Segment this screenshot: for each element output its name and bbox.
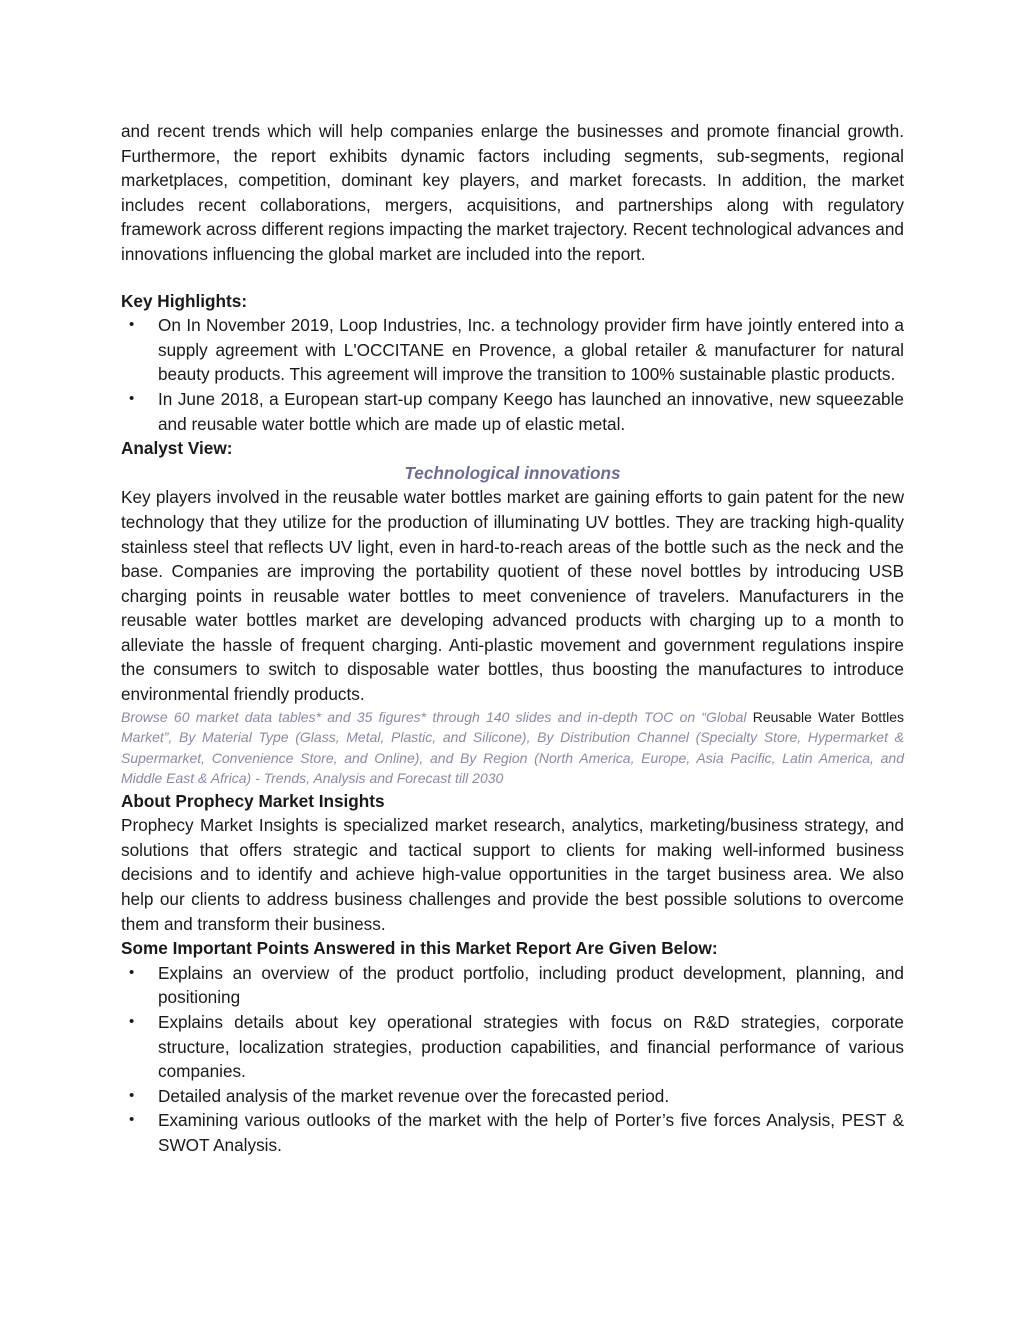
list-item-text: Examining various outlooks of the market with the help of Porter’s five forces Analysis, PEST & SWOT Analysis. xyxy=(158,1110,904,1155)
bullet-icon: • xyxy=(129,1111,135,1129)
bullet-icon: • xyxy=(129,963,135,981)
list-item-text: Explains details about key operational strategies with focus on R&D strategies, corporate structure, localization strategies, production capabilities, and financial performance of various companies. xyxy=(158,1012,904,1082)
about-paragraph: Prophecy Market Insights is specialized market research, analytics, marketing/business strategy, and solutions that offers strategic and tactical support to clients for making well-informed business decisions and to identify and achieve high-value opportunities in the target business area. We also help our clients to address business challenges and provide the best possible solutions to overcome them and transform their business. xyxy=(121,815,904,934)
about-heading: About Prophecy Market Insights xyxy=(121,790,385,811)
list-item xyxy=(121,387,904,436)
key-highlights-heading: Key Highlights: xyxy=(121,290,248,311)
analyst-view-paragraph: Key players involved in the reusable water bottles market are gaining efforts to gain patent for the new technology that they utilize for the production of illuminating UV bottles. They are tracking high-quality stainless steel that reflects UV light, even in hard-to-reach areas of the bottle such as the neck and the base. Companies are improving the portability quotient of these novel bottles by introducing USB charging points in reusable water bottles to meet convenience of travelers. Manufacturers in the reusable water bottles market are developing advanced products with charging up to a month to alleviate the hassle of frequent charging. Anti-plastic movement and government regulations inspire the consumers to switch to disposable water bottles, thus boosting the manufactures to introduce environmental friendly products. xyxy=(121,487,904,705)
list-item-text: On In November 2019, Loop Industries, Inc. a technology provider firm have jointly entered into a supply agreement with L'OCCITANE en Provence, a global retailer & manufacturer for natural beauty products. This agreement will improve the transition to 100% sustainable plastic products. xyxy=(158,315,904,385)
analyst-view-heading: Analyst View: xyxy=(121,438,233,459)
list-item-text: Detailed analysis of the market revenue over the forecasted period. xyxy=(158,1085,670,1106)
bullet-icon: • xyxy=(129,1013,135,1030)
analyst-view-subheading: Technological innovations xyxy=(404,462,621,483)
browse-note-part1: Browse 60 market data tables* and 35 figures* through 140 slides and in-depth TOC on “Global xyxy=(121,708,753,725)
bullet-icon: • xyxy=(129,1086,135,1104)
important-points-heading: Some Important Points Answered in this Market Report Are Given Below: xyxy=(121,938,718,959)
list-item-text: In June 2018, a European start-up company Keego has launched an innovative, new squeezable and reusable water bottle which are made up of elastic metal. xyxy=(158,388,904,434)
important-points-list xyxy=(121,961,904,1158)
document-page xyxy=(121,119,904,1158)
list-item-text: Explains an overview of the product portfolio, including product development, planning, and positioning xyxy=(158,962,904,1008)
bullet-icon: • xyxy=(129,316,135,334)
list-item xyxy=(121,1010,904,1084)
browse-note-part3: Market”, By Material Type (Glass, Metal, Plastic, and Silicone), By Distribution Channel (Specialty Store, Hypermarket & Supermarket, Convenience Store, and Online), and By Region (North America, Europe, Asia Pacific, Latin America, and Middle East & Africa) - Trends, Analysis and Forecast till 2030 xyxy=(121,729,904,787)
list-item xyxy=(121,961,904,1010)
bullet-icon: • xyxy=(129,389,135,407)
browse-note xyxy=(121,707,904,789)
list-item xyxy=(121,1108,904,1157)
list-item xyxy=(121,313,904,387)
list-item xyxy=(121,1084,904,1109)
browse-note-report-name: Reusable Water Bottles xyxy=(752,708,904,725)
key-highlights-list xyxy=(121,313,904,436)
intro-paragraph: and recent trends which will help companies enlarge the businesses and promote financial growth. Furthermore, the report exhibits dynamic factors including segments, sub-segments, regional marketplaces, competition, dominant key players, and market forecasts. In addition, the market includes recent collaborations, mergers, acquisitions, and partnerships along with regulatory framework across different regions impacting the market trajectory. Recent technological advances and innovations influencing the global market are included into the report. xyxy=(121,121,904,264)
